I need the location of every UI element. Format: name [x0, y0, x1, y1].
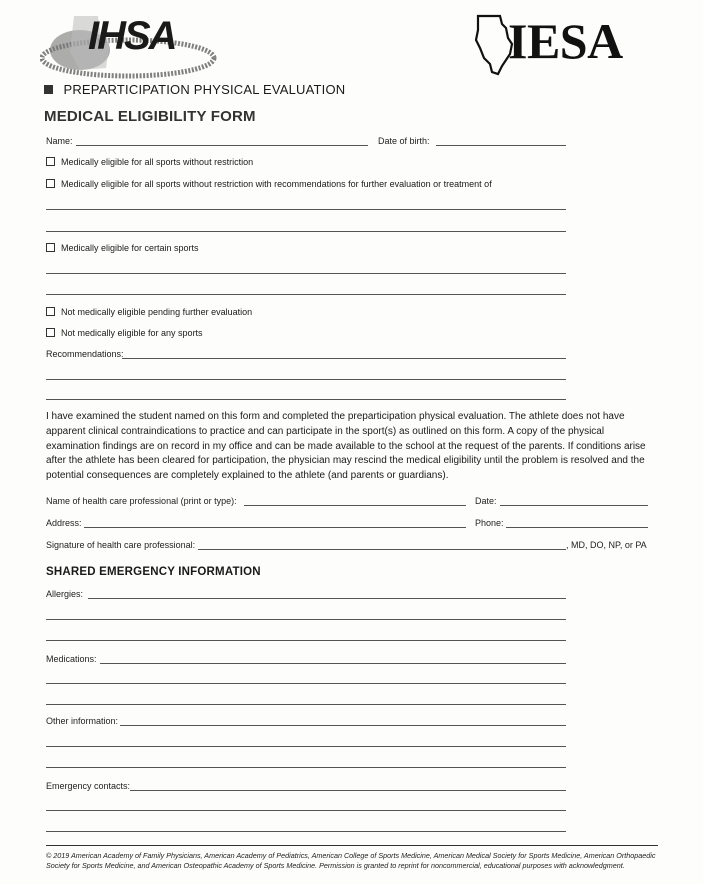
option-row: [46, 179, 492, 189]
emergency-section-title: SHARED EMERGENCY INFORMATION: [46, 566, 261, 578]
option-checkbox[interactable]: [46, 328, 55, 337]
recommendations-row: [46, 349, 124, 359]
other-info-field[interactable]: [120, 725, 566, 726]
medications-line[interactable]: [46, 704, 566, 705]
medications-label: Medications:: [46, 654, 97, 664]
physician-statement: I have examined the student named on this form and completed the preparticipation physical evaluation. The athlete does not have apparent clinical contraindications to practice and can participate in the sport(s) as outlined on this form. A copy of the physical examination findings are on record in my office and can be made available to the school at the request of the parents. If conditions arise after the athlete has been cleared for participation, the physician may rescind the medical eligibility until the problem is resolved and the potential consequences are completely explained to the athlete (and parents or guardians).: [46, 411, 646, 482]
address-label: Address:: [46, 518, 82, 528]
header-square-icon: [44, 85, 53, 94]
name-field[interactable]: [76, 145, 368, 146]
option-label: Medically eligible for all sports without restriction: [61, 157, 254, 167]
emergency-contacts-field[interactable]: [130, 790, 566, 791]
recommendations-line[interactable]: [46, 399, 566, 400]
option-label: Not medically eligible for any sports: [61, 328, 203, 338]
medications-line[interactable]: [46, 683, 566, 684]
iesa-logo: [472, 12, 652, 76]
recommendations-label: Recommendations:: [46, 349, 124, 359]
address-field[interactable]: [84, 527, 466, 528]
ihsa-logo: [40, 12, 220, 80]
iesa-logo-text: IESA: [508, 13, 623, 69]
footer-divider: [46, 845, 658, 846]
recommendations-line[interactable]: [46, 379, 566, 380]
form-header: [44, 81, 345, 99]
dob-field[interactable]: [436, 145, 566, 146]
medications-field[interactable]: [100, 663, 566, 664]
dob-label: Date of birth:: [378, 136, 430, 146]
date-label: Date:: [475, 496, 497, 506]
other-info-line[interactable]: [46, 746, 566, 747]
allergies-field[interactable]: [88, 598, 566, 599]
treatment-line[interactable]: [46, 209, 566, 210]
name-row: [46, 136, 73, 146]
option-label: Medically eligible for certain sports: [61, 243, 199, 253]
other-info-line[interactable]: [46, 767, 566, 768]
option-label: Not medically eligible pending further evaluation: [61, 307, 253, 317]
other-info-label: Other information:: [46, 716, 119, 726]
allergies-line[interactable]: [46, 640, 566, 641]
option-checkbox[interactable]: [46, 157, 55, 166]
allergies-label: Allergies:: [46, 589, 84, 599]
sports-line[interactable]: [46, 273, 566, 274]
recommendations-field[interactable]: [122, 358, 566, 359]
option-checkbox[interactable]: [46, 243, 55, 252]
emergency-contacts-line[interactable]: [46, 831, 566, 832]
form-subtitle: MEDICAL ELIGIBILITY FORM: [44, 108, 256, 125]
phone-field[interactable]: [506, 527, 648, 528]
name-label: Name:: [46, 136, 73, 146]
credentials-label: , MD, DO, NP, or PA: [566, 540, 647, 550]
option-row: [46, 243, 199, 253]
option-checkbox[interactable]: [46, 307, 55, 316]
sports-line[interactable]: [46, 294, 566, 295]
signature-label: Signature of health care professional:: [46, 540, 196, 550]
signature-field[interactable]: [198, 549, 566, 550]
treatment-line[interactable]: [46, 231, 566, 232]
date-field[interactable]: [500, 505, 648, 506]
provider-name-label: Name of health care professional (print or type):: [46, 496, 237, 506]
option-label: Medically eligible for all sports without restriction with recommendations for further evaluation or treatment of: [61, 179, 492, 189]
copyright-footer: © 2019 American Academy of Family Physicians, American Academy of Pediatrics, American College of Sports Medicine, American Medical Society for Sports Medicine, American Orthopaedic Society for Sports Medicine, and American Osteopathic Academy of Sports Medicine. Permission is granted to reprint for noncommercial, educational purposes with acknowledgment.: [46, 851, 656, 870]
allergies-line[interactable]: [46, 619, 566, 620]
option-row: [46, 157, 253, 167]
option-checkbox[interactable]: [46, 179, 55, 188]
option-row: [46, 328, 203, 338]
ihsa-logo-text: IHSA: [88, 14, 176, 58]
emergency-contacts-line[interactable]: [46, 810, 566, 811]
emergency-contacts-label: Emergency contacts:: [46, 781, 131, 791]
form-title: PREPARTICIPATION PHYSICAL EVALUATION: [63, 82, 346, 97]
option-row: [46, 307, 252, 317]
provider-name-field[interactable]: [244, 505, 466, 506]
phone-label: Phone:: [475, 518, 504, 528]
